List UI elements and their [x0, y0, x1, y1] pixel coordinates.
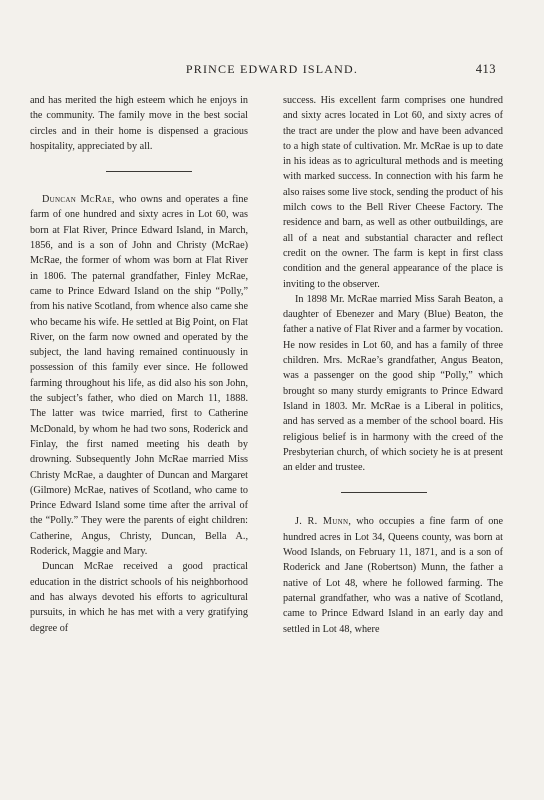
biography-paragraph: [30, 192, 248, 559]
running-head: [0, 62, 544, 78]
paragraph-text: who owns and operates a fine farm of one hundred and sixty acres in Lot 60, was born at Flat River, Prince Edward Island, in March, 1856, and is a son of John and Christy (McRae) McRae, the former of whom was born at Flat River in 1806. The paternal grandfather, Finley McRae, came to Prince Edward Island on the ship “Polly,” from his native Scotland, from whence also came she who became his wife. He settled at Big Point, on Flat River, on the farm now owned and operated by the subject, the land having remained continuously in possession of this family ever since. He followed farming throughout his life, as did also his son John, the subject’s father, who died on March 11, 1888. The latter was twice married, first to Catherine McDonald, by whom he had two sons, Roderick and Finlay, the first named meeting his death by drowning. Subsequently John McRae married Miss Christy McRae, a daughter of Duncan and Margaret (Gilmore) McRae, natives of Scotland, who came to Prince Edward Island some time after the arrival of the “Polly.” They were the parents of eight children: Catherine, Angus, Christy, Duncan, Bella A., Roderick, Maggie and Mary.: [30, 194, 248, 558]
section-divider: [341, 492, 427, 493]
page-number: 413: [475, 62, 496, 76]
paragraph: and has merited the high esteem which he enjoys in the community. The family move in the best social circles and in their home is dispensed a gracious hospitality, appreciated by all.: [30, 95, 248, 152]
section-divider: [106, 171, 192, 172]
paragraph-text: who occupies a fine farm of one hundred acres in Lot 34, Queens county, was born at Wood Islands, on February 11, 1871, and is a son of Roderick and Jane (Robertson) Munn, the father a native of Lot 48, where he followed farming. The paternal grandfather, who was a native of Scotland, came to Prince Edward Island in an early day and settled in Lot 48, where: [283, 516, 503, 635]
paragraph: In 1898 Mr. McRae married Miss Sarah Beaton, a daughter of Ebenezer and Mary (Blue) Beaton, the father a native of Flat River and a farmer by vocation. He now resides in Lot 60, and has a family of three children. Mrs. McRae’s grandfather, Angus Beaton, was a passenger on the good ship “Polly,” which brought so many sturdy emigrants to Prince Edward Island in 1803. Mr. McRae is a Liberal in politics, and has served as a member of the school board. His religious belief is in harmony with the creed of the Presbyterian church, of which society he is at present an elder and trustee.: [283, 293, 503, 474]
running-title: PRINCE EDWARD ISLAND.: [185, 62, 359, 76]
left-column: [30, 93, 248, 636]
paragraph: Duncan McRae received a good practical education in the district schools of his neighborhood and has always devoted his efforts to agricultural pursuits, in which he has met with a very gratifying degree of: [30, 561, 248, 634]
subject-name: J. R. Munn,: [295, 516, 352, 528]
biography-paragraph: [283, 514, 503, 636]
right-column: [283, 93, 503, 637]
subject-name: Duncan McRae,: [42, 194, 115, 206]
paragraph: success. His excellent farm comprises one hundred and sixty acres located in Lot 60, and sixty acres of the tract are under the plow and have been advanced to a high state of cultivation. Mr. McRae is up to date in his ideas as to agricultural methods and is meeting with marked success. In connection with his farm he also raises some live stock, sending the product of his milch cows to the Bell River Cheese Factory. The residence and barn, as well as other outbuildings, are all of a neat and substantial character and reflect credit on the owner. The farm is kept in first class condition and the general appearance of the place is inviting to the observer.: [283, 95, 503, 290]
